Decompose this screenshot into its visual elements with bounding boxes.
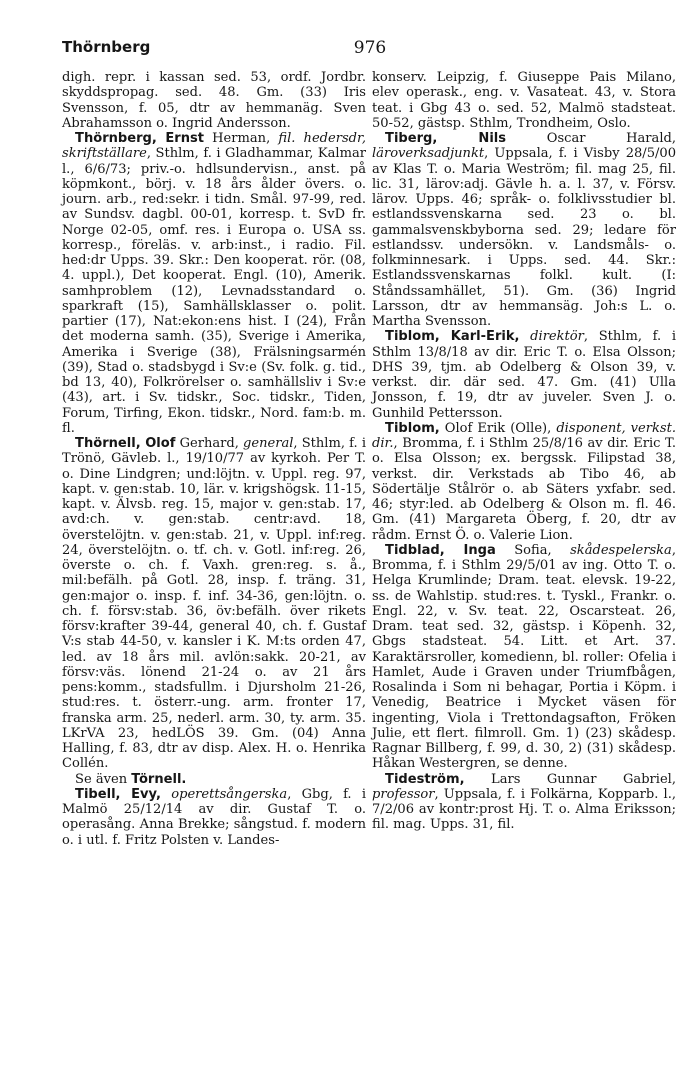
entry-title: operettsångerska	[171, 786, 288, 802]
entry-title: skådespelerska	[570, 542, 672, 558]
entry-title: fil. hedersdr, skriftställare	[62, 131, 366, 162]
entry	[372, 421, 676, 543]
right-column	[372, 70, 676, 833]
entry-title: disponent, verkst. dir.	[372, 420, 676, 451]
entry	[372, 131, 676, 329]
entry-title: professor	[372, 786, 435, 802]
entry-body: , Bromma, f. i Sthlm 25/8/16 av dir. Eric T. o. Elsa Olsson; ex. bergssk. Filipstad 38, verkst. dir. Verkstads ab Tibo 46, ab Södertälje Stålrör o. ab Säters yxfabr. sed. 46; styr:led. ab Odelberg & Olson m. fl. 46. Gm. (41) Margareta Öberg, f. 20, dtr av rådm. Ernst Ö. o. Valerie Lion.	[372, 436, 676, 543]
entry-name: Thörnell, Olof	[75, 436, 176, 451]
entry-body: , Bromma, f. i Sthlm 29/5/01 av ing. Otto T. o. Helga Krumlinde; Dram. teat. elevsk. 19-22, ss. de Wahlstip. stud:res. t. Tyskl., Frankr. o. Engl. 22, v. Sv. teat. 22, Oscarsteat. 26, Dram. teat sed. 32, gästsp. i Köpenh. 32, Gbgs stadsteat. 54. Litt. et Art. 37. Karaktärsroller, komedienn, bl. roller: Ofelia i Hamlet, Aude i Graven under Triumfbågen, Rosalinda i Som ni behagar, Portia i Köpm. i Venedig, Beatrice i Mycket väsen för ingenting, Viola i Trettondagsafton, Fröken Julie, ett flert. filmroll. Gm. 1) (23) skådesp. Ragnar Billberg, f. 99, d. 30, 2) (31) skådesp. Håkan Westergren, se denne.	[372, 542, 676, 772]
entry-given-names	[520, 329, 531, 344]
entry-title: direktör	[530, 329, 584, 345]
entry-title: general	[243, 436, 294, 451]
entry-body: , Sthlm, f. i Gladhammar, Kalmar l., 6/6/73; priv.-o. hdlsundervisn., anst. på köpmkont., börj. v. 18 års ålder övers. o. journ. arb., red:sekr. i tidn. Smål. 97-99, red. av Sundsv. dagbl. 00-01, korresp. t. SvD fr. Norge 02-05, omf. res. i Europa o. USA ss. korresp., föreläs. v. arb:inst., i radio. Fil. hed:dr Upps. 39. Skr.: Den kooperat. rör. (08, 4. uppl.), Det kooperat. Engl. (10), Amerik. samhproblem (12), Levnadsstandard o. sparkraft (15), Samhällsklasser o. polit. partier (17), Nat:ekon:ens hist. I (24), Från det moderna samh. (35), Sverige i Amerika, Amerika i Sverige (38), Frälsningsarmén (39), Stad o. stadsbygd i Sv:e (Sv. folk. g. tid., bd 13, 40), Folkrörelser o. samhällsliv i Sv:e (43), art. i Sv. tidskr., Soc. tidskr., Tiden, Forum, Tirfing, Ekon. tidskr., Nord. fam:b. m. fl.	[62, 146, 366, 436]
running-head: Thörnberg	[62, 38, 151, 56]
entry-given-names: Oscar Harald,	[506, 131, 676, 146]
see-also-name: Törnell.	[131, 771, 187, 787]
entry-body: , Gbg, f. i Malmö 25/12/14 av dir. Gustaf T. o. operasång. Anna Brekke; sångstud. f. modern o. i utl. f. Fritz Polsten v. Landes-	[62, 786, 366, 848]
entry-given-names: Gerhard,	[175, 436, 244, 451]
page-header	[62, 38, 678, 62]
entry-name: Tiberg, Nils	[385, 131, 507, 146]
entry-name: Tidblad, Inga	[385, 542, 496, 558]
entry-given-names: Lars Gunnar Gabriel,	[464, 771, 676, 787]
entry-body: , Uppsala, f. i Visby 28/5/00 av Klas T. o. Maria Weström; fil. mag 25, fil. lic. 31, lärov:adj. Gävle h. a. l. 37, v. Försv. lärov. Upps. 46; språk- o. folklivsstudier bl. estlandssvenskarna sed. 23 o. bl. gammalsvenskbyborna sed. 29; ledare för estlandssv. undersökn. v. Landsmåls- o. folkminnesark. i Upps. sed. 44. Skr.: Estlandssvenskarnas folkl. kult. (I: Ståndssamhället, 51). Gm. (36) Ingrid Larsson, dtr av hemmansäg. Joh:s L. o. Martha Svensson.	[372, 146, 676, 329]
entry	[372, 70, 676, 131]
entry	[62, 436, 366, 772]
entry-name: Tiblom, Karl-Erik,	[385, 329, 520, 345]
entry-body: , Sthlm, f. i Trönö, Gävleb. l., 19/10/77 av kyrkoh. Per T. o. Dine Lindgren; und:löjtn. v. Uppl. reg. 97, kapt. v. gen:stab. 10, lär. v. krigshögsk. 11-15, kapt. v. Älvsb. reg. 15, major v. gen:stab. 17, avd:ch. v. gen:stab. centr:avd. 18, överstelöjtn. v. gen:stab. 21, v. Uppl. inf:reg. 24, överstelöjtn. o. tf. ch. v. Gotl. inf:reg. 26, överste o. ch. f. Vaxh. gren:reg. s. å., mil:befälh. på Gotl. 28, insp. f. träng. 31, gen:major o. insp. f. inf. 34-36, gen:löjtn. o. ch. f. försv:stab. 36, öv:befälh. över rikets försv:krafter 39-44, general 40, ch. f. Gustaf V:s stab 44-50, v. kansler i K. M:ts orden 47, led. av 18 års mil. avlön:sakk. 20-21, av försv:väs. lönend 21-24 o. av 21 års pens:komm., stadsfullm. i Djursholm 21-26, stud:res. t. österr.-ung. arm. fronter 17, franska arm. 25, nederl. arm. 30, ty. arm. 35. LKrVA 23, hedLÖS 39. Gm. (04) Anna Halling, f. 83, dtr av disp. Alex. H. o. Henrika Collén.	[62, 436, 366, 772]
entry-given-names: Herman,	[204, 131, 279, 146]
entry-given-names: Sofia,	[495, 542, 571, 558]
entry-body: digh. repr. i kassan sed. 53, ordf. Jordbr. skyddspropag. sed. 48. Gm. (33) Iris Svensson, f. 05, dtr av hemmanäg. Sven Abrahamsson o. Ingrid Andersson.	[62, 70, 366, 131]
entry	[372, 772, 676, 833]
entry	[62, 131, 366, 436]
see-also	[62, 772, 366, 787]
entry-body: , Uppsala, f. i Folkärna, Kopparb. l., 7/2/06 av kontr:prost Hj. T. o. Alma Eriksson; fil. mag. Upps. 31, fil.	[372, 786, 676, 833]
entry-given-names	[161, 787, 171, 802]
entry	[62, 70, 366, 131]
see-also-label: Se även	[75, 771, 132, 787]
entry-name: Thörnberg, Ernst	[75, 131, 205, 146]
entry	[62, 787, 366, 848]
entry-name: Tideström,	[385, 771, 465, 787]
left-column	[62, 70, 366, 848]
entry-given-names: Olof Erik (Olle),	[439, 420, 557, 436]
entry-name: Tibell, Evy,	[75, 786, 161, 802]
entry-title: läroverksadjunkt	[372, 146, 485, 162]
page-number: 976	[353, 38, 387, 58]
entry	[372, 329, 676, 421]
entry-body: konserv. Leipzig, f. Giuseppe Pais Milano, elev operask., eng. v. Vasateat. 43, v. Stora teat. i Gbg 43 o. sed. 52, Malmö stadsteat. 50-52, gästsp. Sthlm, Trondheim, Oslo.	[372, 70, 676, 131]
entry-name: Tiblom,	[385, 420, 440, 436]
entry	[372, 543, 676, 772]
entry-body: , Sthlm, f. i Sthlm 13/8/18 av dir. Eric T. o. Elsa Olsson; DHS 39, tjm. ab Odelberg & Olson 39, v. verkst. dir. där sed. 47. Gm. (41) Ulla Jonsson, f. 19, dtr av juveler. Sven J. o. Gunhild Pettersson.	[372, 329, 676, 421]
